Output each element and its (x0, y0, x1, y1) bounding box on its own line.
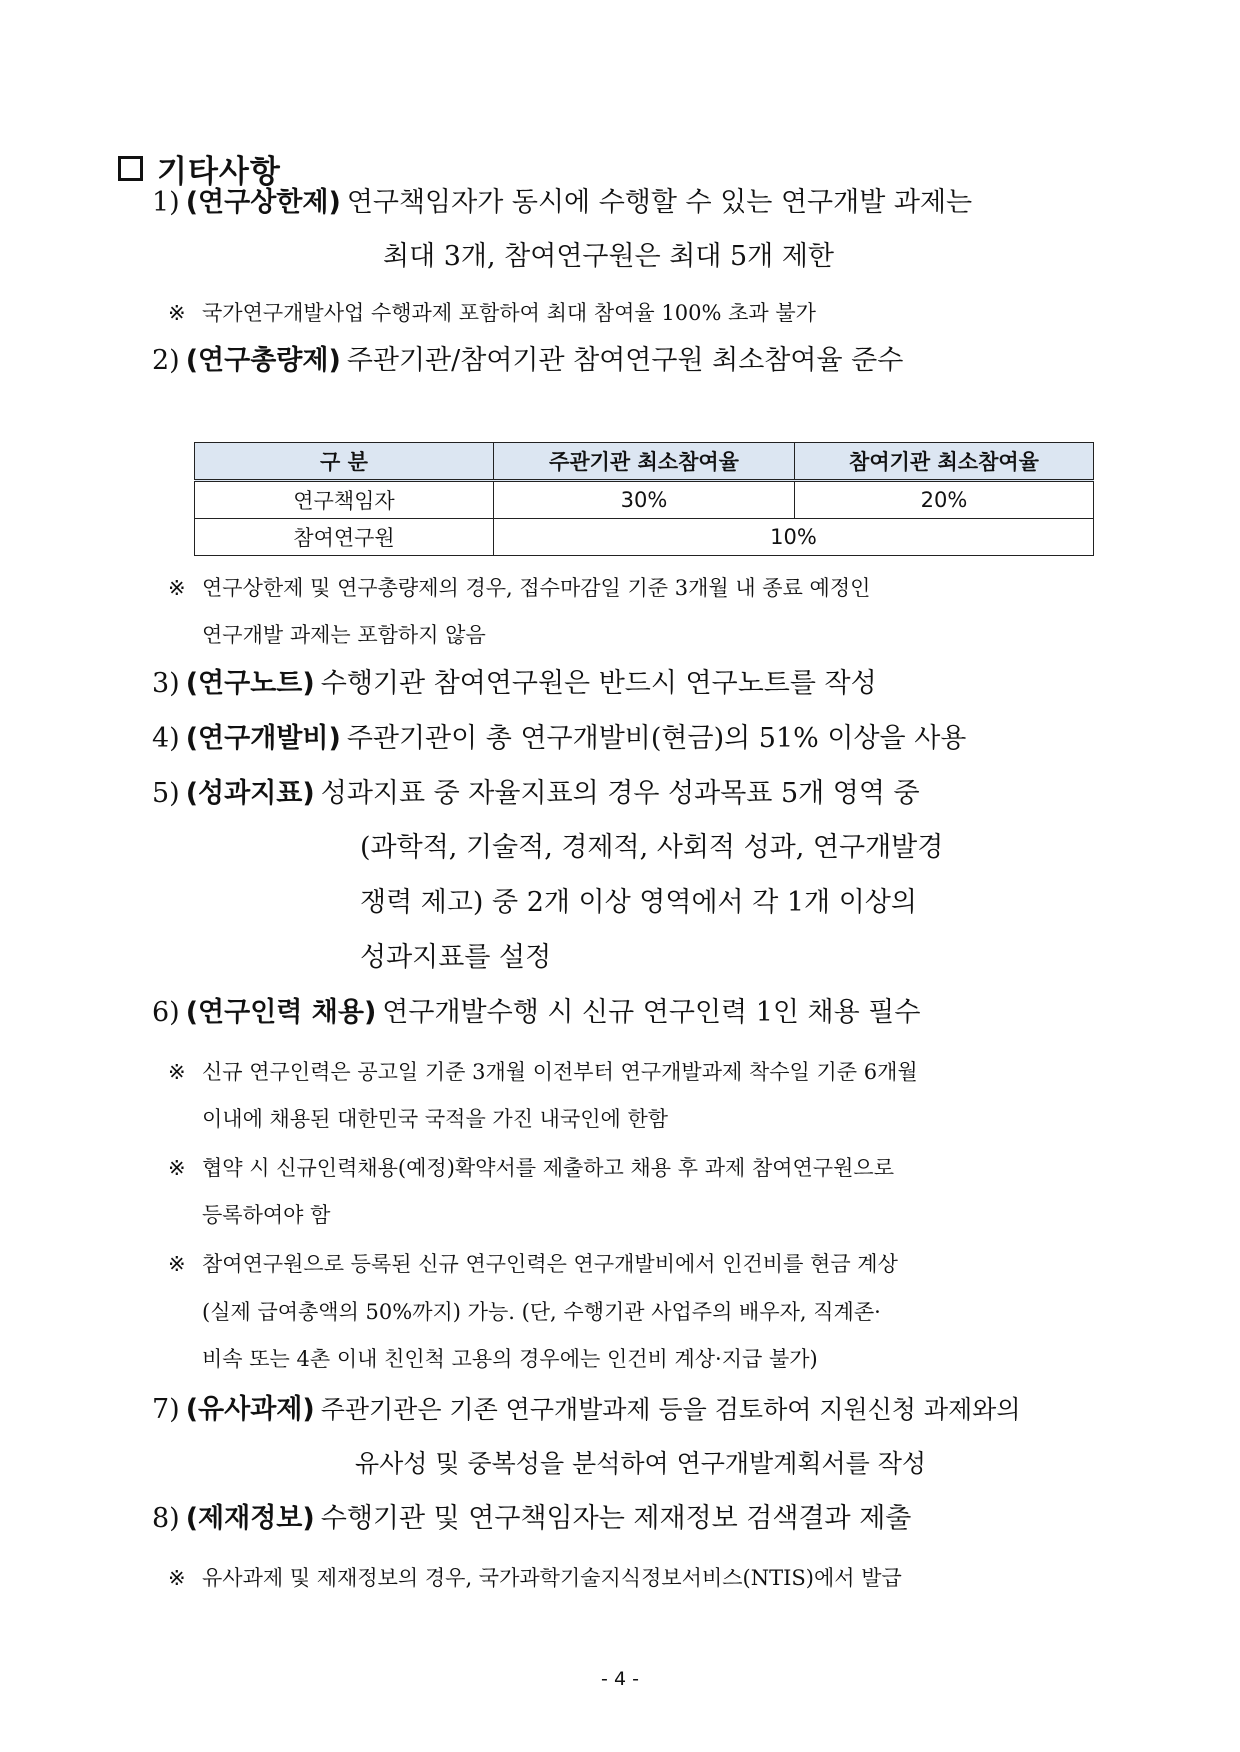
note-6b-line-2: 등록하여야 함 (202, 1203, 331, 1227)
item-7-keyword: (유사과제) (185, 1394, 315, 1425)
table-row (195, 519, 1094, 556)
item-7: 7) (유사과제) 주관기관은 기존 연구개발과제 등을 검토하여 지원신청 과제와의 (152, 1394, 1021, 1425)
item-6-keyword: (연구인력 채용) (185, 997, 377, 1028)
page-number: - 4 - (601, 1668, 639, 1690)
note-6c-line-3: 비속 또는 4촌 이내 친인척 고용의 경우에는 인건비 계상·지급 불가) (202, 1347, 818, 1371)
note-6a: ※ 신규 연구인력은 공고일 기준 3개월 이전부터 연구개발과제 착수일 기준 6개월 (168, 1060, 918, 1084)
note-8: ※ 유사과제 및 제재정보의 경우, 국가과학기술지식정보서비스(NTIS)에서 발급 (168, 1566, 902, 1590)
table-cell: 참여연구원 (195, 519, 494, 556)
item-1-keyword: (연구상한제) (185, 187, 341, 218)
note-1: ※ 국가연구개발사업 수행과제 포함하여 최대 참여율 100% 초과 불가 (168, 301, 816, 325)
table-cell: 20% (795, 481, 1094, 519)
checkbox-square-icon (118, 156, 143, 181)
item-5-line-2: (과학적, 기술적, 경제적, 사회적 성과, 연구개발경 (360, 832, 944, 863)
item-3-keyword: (연구노트) (185, 668, 315, 699)
item-6: 6) (연구인력 채용) 연구개발수행 시 신규 연구인력 1인 채용 필수 (152, 997, 921, 1028)
note-6a-line-2: 이내에 채용된 대한민국 국적을 가진 내국인에 한함 (202, 1107, 669, 1131)
item-8: 8) (제재정보) 수행기관 및 연구책임자는 제재정보 검색결과 제출 (152, 1503, 912, 1534)
item-1: 1) (연구상한제) 연구책임자가 동시에 수행할 수 있는 연구개발 과제는 (152, 187, 973, 218)
table-cell: 30% (494, 481, 795, 519)
item-8-keyword: (제재정보) (185, 1503, 315, 1534)
participation-rate-table (194, 442, 1094, 556)
table-header-row (195, 443, 1094, 481)
item-2-keyword: (연구총량제) (185, 345, 341, 376)
section-title: 기타사항 (118, 146, 281, 191)
item-5: 5) (성과지표) 성과지표 중 자율지표의 경우 성과목표 5개 영역 중 (152, 778, 920, 809)
table-header: 참여기관 최소참여율 (795, 443, 1094, 481)
table-header: 구 분 (195, 443, 494, 481)
note-6b: ※ 협약 시 신규인력채용(예정)확약서를 제출하고 채용 후 과제 참여연구원으로 (168, 1156, 894, 1180)
note-2-line-2: 연구개발 과제는 포함하지 않음 (202, 623, 486, 647)
note-6c: ※ 참여연구원으로 등록된 신규 연구인력은 연구개발비에서 인건비를 현금 계상 (168, 1252, 898, 1276)
table-cell-merged: 10% (494, 519, 1094, 556)
item-5-keyword: (성과지표) (185, 778, 315, 809)
item-4-keyword: (연구개발비) (185, 723, 341, 754)
item-2: 2) (연구총량제) 주관기관/참여기관 참여연구원 최소참여율 준수 (152, 345, 904, 376)
item-1-line-2: 최대 3개, 참여연구원은 최대 5개 제한 (383, 241, 834, 272)
table-cell: 연구책임자 (195, 481, 494, 519)
item-5-line-4: 성과지표를 설정 (360, 942, 552, 973)
item-5-line-3: 쟁력 제고) 중 2개 이상 영역에서 각 1개 이상의 (360, 887, 917, 918)
note-2: ※ 연구상한제 및 연구총량제의 경우, 접수마감일 기준 3개월 내 종료 예정인 (168, 576, 871, 600)
table-row (195, 481, 1094, 519)
note-6c-line-2: (실제 급여총액의 50%까지) 가능. (단, 수행기관 사업주의 배우자, 직계존· (202, 1300, 881, 1324)
table-header: 주관기관 최소참여율 (494, 443, 795, 481)
item-7-line-2: 유사성 및 중복성을 분석하여 연구개발계획서를 작성 (355, 1449, 927, 1478)
item-4: 4) (연구개발비) 주관기관이 총 연구개발비(현금)의 51% 이상을 사용 (152, 723, 967, 754)
item-3: 3) (연구노트) 수행기관 참여연구원은 반드시 연구노트를 작성 (152, 668, 877, 699)
